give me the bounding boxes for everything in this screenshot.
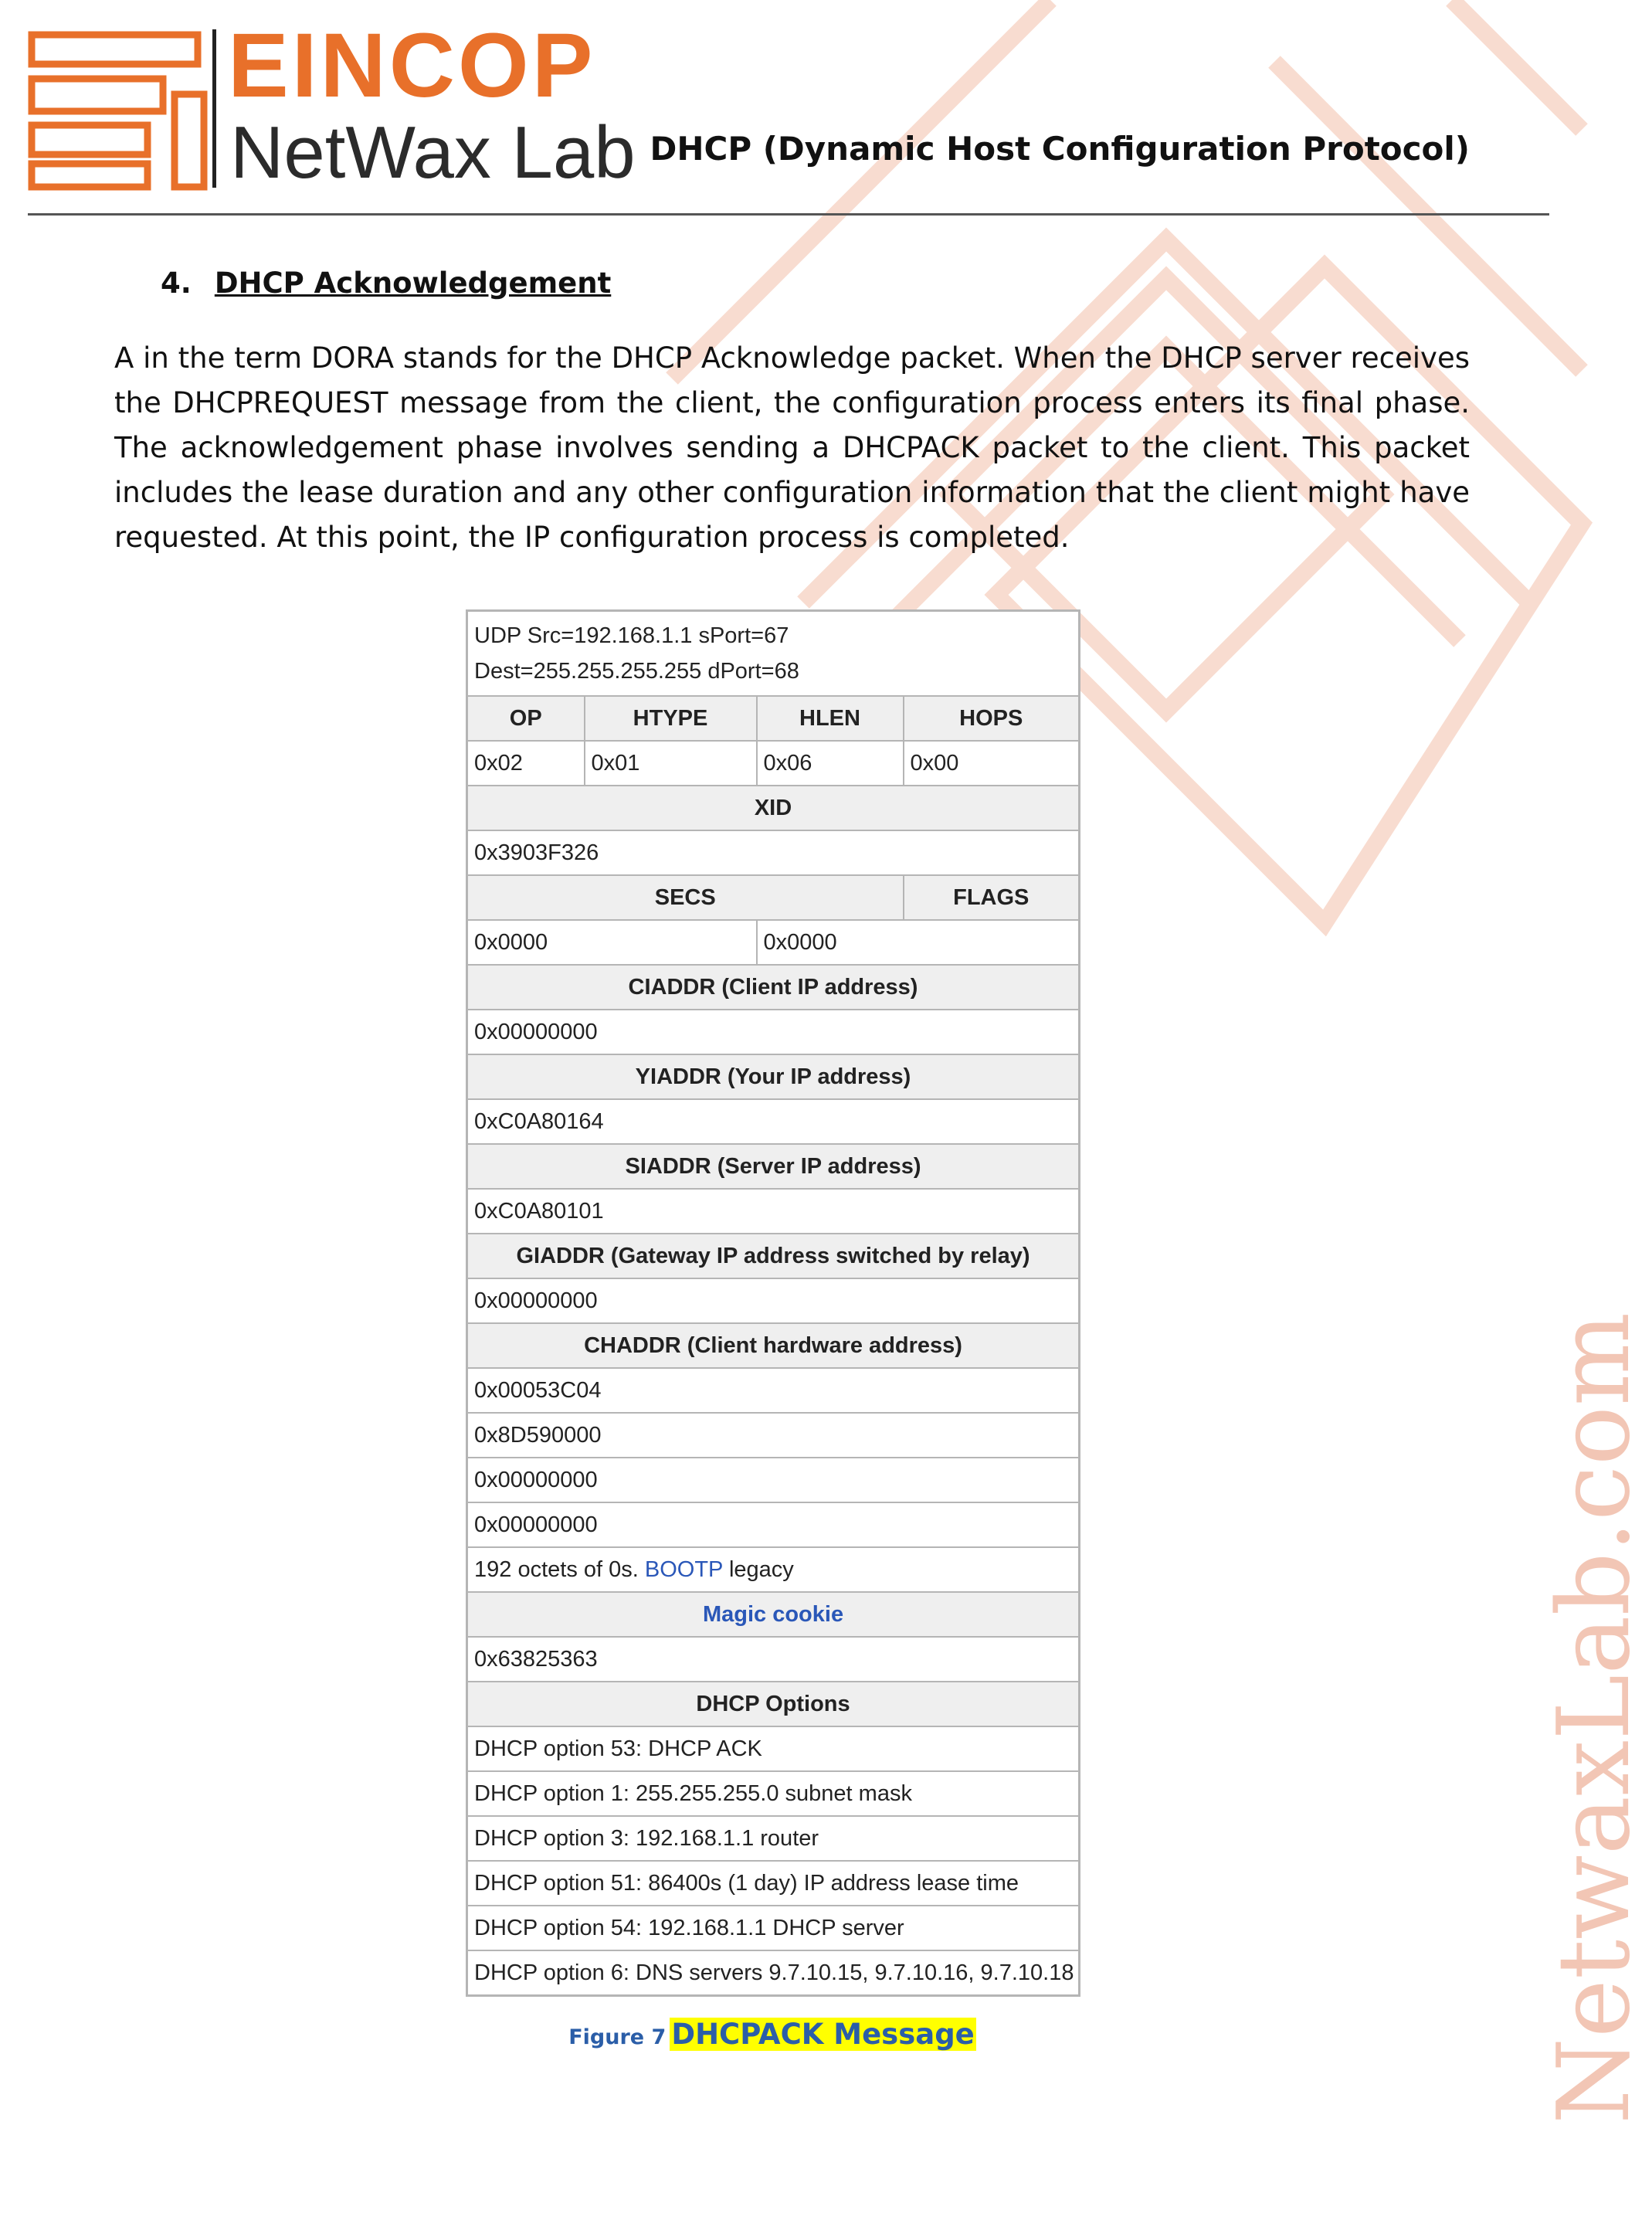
chaddr-value-3: 0x00000000 <box>467 1458 1080 1502</box>
hops-header: HOPS <box>904 696 1080 741</box>
udp-header-cell <box>467 611 1080 697</box>
side-watermark: NetwaxLab.com <box>1537 1312 1652 2124</box>
udp-dest-line: Dest=255.255.255.255 dPort=68 <box>474 659 799 684</box>
table-row <box>467 1458 1080 1502</box>
secs-header: SECS <box>467 875 904 920</box>
magic-cookie-header <box>467 1592 1080 1637</box>
table-row <box>467 1547 1080 1592</box>
brand-name-top: EINCOP <box>228 15 596 117</box>
secs-value: 0x0000 <box>467 920 757 965</box>
table-row <box>467 1323 1080 1368</box>
table-row <box>467 1816 1080 1861</box>
section-paragraph: A in the term DORA stands for the DHCP Acknowledge packet. When the DHCP server receives the DHCPREQUEST message from the client, the configuration process enters its final phase. The acknowledgement phase involves sending a DHCPACK packet to the client. This packet includes the lease duration and any other configuration information that the client might have requested. At this point, the IP configuration process is completed. <box>114 341 1470 554</box>
dhcp-option-54: DHCP option 54: 192.168.1.1 DHCP server <box>467 1906 1080 1950</box>
table-row <box>467 1368 1080 1413</box>
chaddr-value-1: 0x00053C04 <box>467 1368 1080 1413</box>
udp-source-line: UDP Src=192.168.1.1 sPort=67 <box>474 623 789 648</box>
header-divider <box>28 213 1549 216</box>
table-row <box>467 965 1080 1010</box>
op-value: 0x02 <box>467 741 585 786</box>
table-row <box>467 1144 1080 1189</box>
dhcpack-packet-table <box>466 609 1080 1997</box>
table-row <box>467 611 1080 697</box>
siaddr-value: 0xC0A80101 <box>467 1189 1080 1234</box>
table-row <box>467 1950 1080 1996</box>
giaddr-value: 0x00000000 <box>467 1278 1080 1323</box>
bootp-prefix: 192 octets of 0s. <box>474 1556 639 1582</box>
table-row <box>467 1592 1080 1637</box>
dhcp-option-6: DHCP option 6: DNS servers 9.7.10.15, 9.7.10.16, 9.7.10.18 <box>467 1950 1080 1996</box>
chaddr-header: CHADDR (Client hardware address) <box>467 1323 1080 1368</box>
table-row <box>467 1861 1080 1906</box>
flags-header: FLAGS <box>904 875 1080 920</box>
table-row <box>467 1413 1080 1458</box>
section-heading <box>161 266 611 300</box>
table-row <box>467 920 1080 965</box>
table-row <box>467 1906 1080 1950</box>
table-row <box>467 1502 1080 1547</box>
table-row <box>467 830 1080 875</box>
table-row <box>467 741 1080 786</box>
bootp-legacy-cell <box>467 1547 1080 1592</box>
logo-separator <box>212 29 216 188</box>
table-row <box>467 1054 1080 1099</box>
section-heading-text: DHCP Acknowledgement <box>214 266 612 300</box>
figure-caption-text: DHCPACK Message <box>671 2018 975 2051</box>
dhcp-option-53: DHCP option 53: DHCP ACK <box>467 1726 1080 1771</box>
table-row <box>467 1682 1080 1726</box>
yiaddr-header: YIADDR (Your IP address) <box>467 1054 1080 1099</box>
ciaddr-header: CIADDR (Client IP address) <box>467 965 1080 1010</box>
table-row <box>467 875 1080 920</box>
brand-name-bottom: NetWax Lab <box>230 111 636 194</box>
table-row <box>467 1278 1080 1323</box>
dhcp-option-1: DHCP option 1: 255.255.255.0 subnet mask <box>467 1771 1080 1816</box>
table-row <box>467 696 1080 741</box>
eincop-logo-icon <box>28 31 213 193</box>
htype-header: HTYPE <box>585 696 757 741</box>
table-row <box>467 1234 1080 1278</box>
flags-value: 0x0000 <box>757 920 1080 965</box>
section-number: 4. <box>161 266 192 300</box>
chaddr-value-4: 0x00000000 <box>467 1502 1080 1547</box>
ciaddr-value: 0x00000000 <box>467 1010 1080 1054</box>
chaddr-value-2: 0x8D590000 <box>467 1413 1080 1458</box>
bootp-suffix: legacy <box>728 1556 794 1582</box>
giaddr-header: GIADDR (Gateway IP address switched by relay) <box>467 1234 1080 1278</box>
magic-cookie-value: 0x63825363 <box>467 1637 1080 1682</box>
xid-value: 0x3903F326 <box>467 830 1080 875</box>
table-row <box>467 1726 1080 1771</box>
xid-header: XID <box>467 786 1080 830</box>
figure-number: Figure 7 <box>568 2025 667 2049</box>
dhcp-option-51: DHCP option 51: 86400s (1 day) IP address lease time <box>467 1861 1080 1906</box>
bootp-link[interactable]: BOOTP <box>644 1556 723 1582</box>
table-row <box>467 1771 1080 1816</box>
yiaddr-value: 0xC0A80164 <box>467 1099 1080 1144</box>
table-row <box>467 1010 1080 1054</box>
htype-value: 0x01 <box>585 741 757 786</box>
table-row <box>467 1637 1080 1682</box>
table-row <box>467 1189 1080 1234</box>
magic-cookie-link[interactable]: Magic cookie <box>702 1601 844 1627</box>
table-row <box>467 1099 1080 1144</box>
table-row <box>467 786 1080 830</box>
hops-value: 0x00 <box>904 741 1080 786</box>
hlen-value: 0x06 <box>757 741 904 786</box>
dhcp-options-header: DHCP Options <box>467 1682 1080 1726</box>
document-title: DHCP (Dynamic Host Configuration Protocol) <box>650 130 1470 168</box>
hlen-header: HLEN <box>757 696 904 741</box>
dhcp-option-3: DHCP option 3: 192.168.1.1 router <box>467 1816 1080 1861</box>
siaddr-header: SIADDR (Server IP address) <box>467 1144 1080 1189</box>
figure-caption <box>0 2018 1545 2051</box>
op-header: OP <box>467 696 585 741</box>
